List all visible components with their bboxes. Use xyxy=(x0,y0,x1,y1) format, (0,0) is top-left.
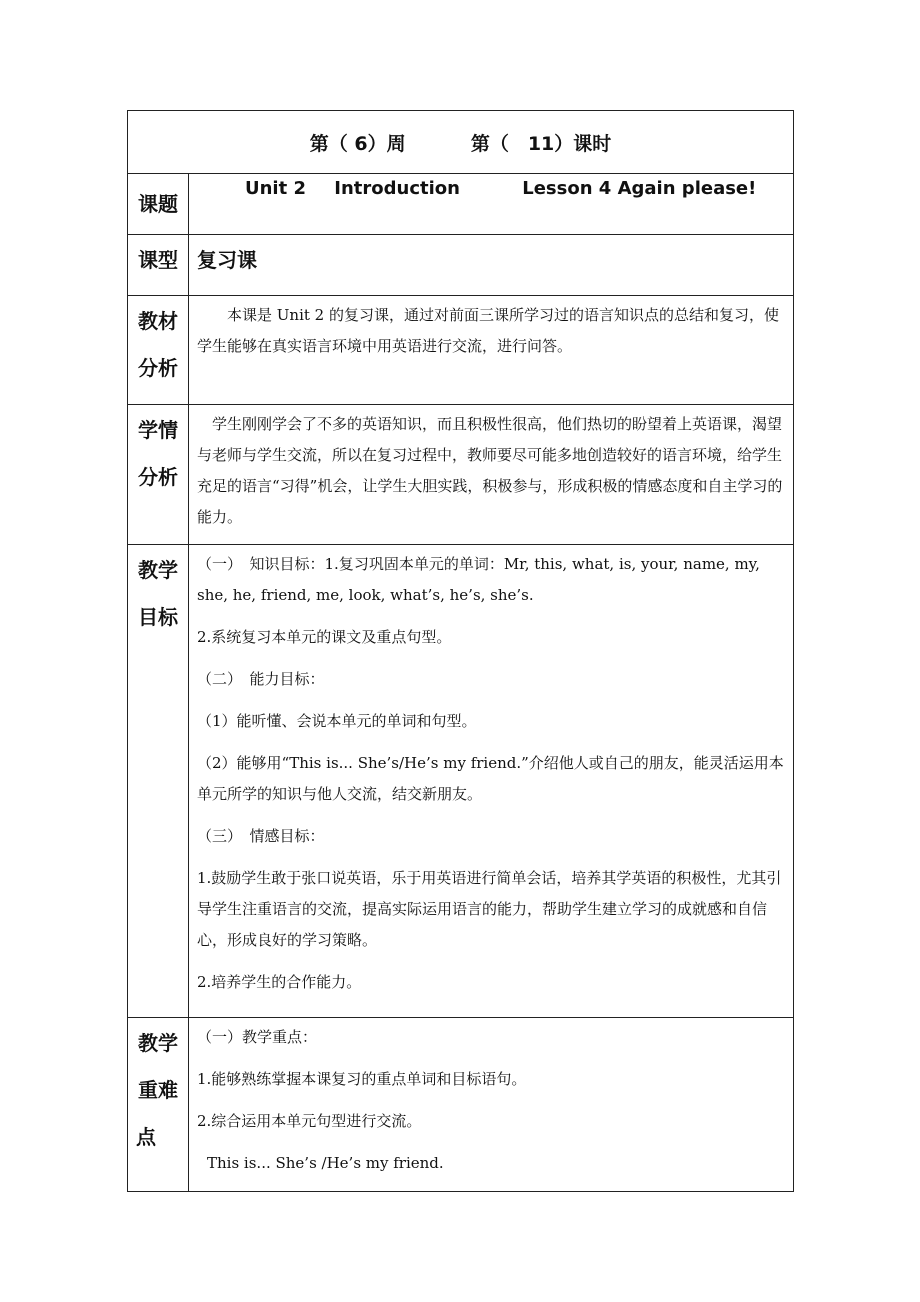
goal-line: （一） 知识目标：1.复习巩固本单元的单词：Mr, this, what, is, your, name, my, she, he, friend, me, look, what’s, he’s, she’s. xyxy=(197,555,760,604)
subject-label: 课题 xyxy=(138,192,178,216)
subject-label-cell xyxy=(128,174,189,235)
key-point-line: 1.能够熟练掌握本课复习的重点单词和目标语句。 xyxy=(197,1070,527,1088)
material-text: 本课是 Unit 2 的复习课，通过对前面三课所学习过的语言知识点的总结和复习，使学生能够在真实语言环境中用英语进行交流，进行问答。 xyxy=(197,306,779,355)
material-label-cell xyxy=(128,296,189,405)
students-text: 学生刚刚学会了不多的英语知识，而且积极性很高，他们热切的盼望着上英语课，渴望与老师与学生交流，所以在复习过程中，教师要尽可能多地创造较好的语言环境，给学生充足的语言“习得”机会，让学生大胆实践，积极参与，形成积极的情感态度和自主学习的能力。 xyxy=(197,415,783,526)
subject-row xyxy=(128,174,794,235)
goals-cell xyxy=(189,545,794,1018)
header-row xyxy=(128,111,794,174)
unit-title: Introduction xyxy=(334,178,460,199)
key-points-label-cell xyxy=(128,1018,189,1192)
type-label: 课型 xyxy=(138,248,178,272)
type-label-cell xyxy=(128,235,189,296)
key-point-line: This is... She’s /He’s my friend. xyxy=(207,1154,444,1172)
key-point-line: （一）教学重点： xyxy=(197,1028,318,1046)
students-label-2: 分析 xyxy=(138,465,178,489)
period-label: 第（ 11）课时 xyxy=(470,132,612,155)
goal-line: （1）能听懂、会说本单元的单词和句型。 xyxy=(197,712,477,730)
goal-line: 2.系统复习本单元的课文及重点句型。 xyxy=(197,628,452,646)
week-period-header xyxy=(128,111,794,174)
type-row xyxy=(128,235,794,296)
week-label: 第（ 6）周 xyxy=(309,132,406,155)
lesson-plan-table xyxy=(127,110,794,1192)
subject-cell xyxy=(189,174,794,235)
goals-label-2: 目标 xyxy=(138,605,178,629)
type-value: 复习课 xyxy=(197,248,257,272)
goals-label-1: 教学 xyxy=(138,558,178,582)
goals-row xyxy=(128,545,794,1018)
students-cell xyxy=(189,405,794,545)
key-points-label-1: 教学 xyxy=(138,1031,178,1055)
goal-line: 1.鼓励学生敢于张口说英语，乐于用英语进行简单会话，培养其学英语的积极性，尤其引导学生注重语言的交流，提高实际运用语言的能力，帮助学生建立学习的成就感和自信心，形成良好的学习策略。 xyxy=(197,869,782,949)
key-point-line: 2.综合运用本单元句型进行交流。 xyxy=(197,1112,422,1130)
goal-line: （二） 能力目标： xyxy=(197,670,325,688)
type-cell xyxy=(189,235,794,296)
unit-number: Unit 2 xyxy=(245,178,306,199)
goal-line: 2.培养学生的合作能力。 xyxy=(197,973,362,991)
key-points-label-2: 重难 xyxy=(138,1078,178,1102)
material-label-1: 教材 xyxy=(138,309,178,333)
students-row xyxy=(128,405,794,545)
goal-line: （三） 情感目标： xyxy=(197,827,325,845)
students-label-1: 学情 xyxy=(138,418,178,442)
material-label-2: 分析 xyxy=(138,356,178,380)
goal-line: （2）能够用“This is... She’s/He’s my friend.”介绍他人或自己的朋友，能灵活运用本单元所学的知识与他人交流，结交新朋友。 xyxy=(197,754,784,803)
material-cell xyxy=(189,296,794,405)
goals-label-cell xyxy=(128,545,189,1018)
students-label-cell xyxy=(128,405,189,545)
lesson-title: Lesson 4 Again please! xyxy=(522,178,757,199)
key-points-label-3: 点 xyxy=(136,1125,156,1149)
key-points-cell xyxy=(189,1018,794,1192)
key-points-row xyxy=(128,1018,794,1192)
material-row xyxy=(128,296,794,405)
